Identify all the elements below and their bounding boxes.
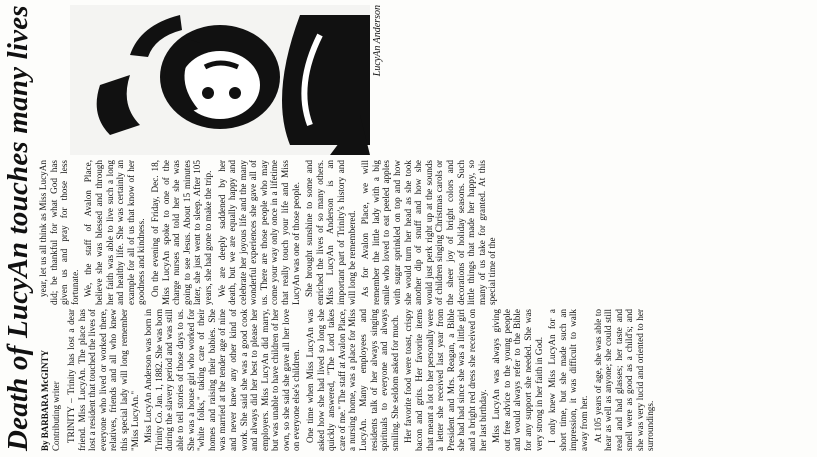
paragraph: As for Avalon Place, we will remember the little lady with a big smile who loved to eat peeled apples with sugar sprinkled on top and how she would turn her head as she took another dip of snuff and how she would just perk right up at the sounds of children singing Christmas carols or the sheer joy of bright colors and decorations of holiday seasons. Such little things that made her happy, so many of us take for granted. At this special time of the [360, 160, 498, 305]
paragraph: She brought sunshine to some and enriched the lives of so many others. Miss LucyAn Anderson is an important part of Trinity's history and will long be remembered. [304, 160, 357, 305]
paragraph: One time when Miss LucyAn was asked how she had lived so long she quickly answered, "The Lord takes care of me." The staff at Avalon Place, a nursing home, was a place for Miss LucyAn. Many employees and residents talk of her always singing spirituals to everyone and always smiling. She seldom asked for much. [305, 309, 400, 451]
byline-role: Contributing writer [51, 381, 61, 451]
paragraph: Miss LucyAn was always giving out free advice to the young people and would always refer to the Bible for any support she needed. She was very strong in her faith in God. [491, 309, 544, 451]
photo-caption: LucyAn Anderson [372, 5, 383, 77]
paragraph: Her favorite food were toast, crispy bacon and grits. Her favorite items that meant a lot to her personally were a letter she received last year from President and Mrs. Reagan, a Bible she had had since she was a little girl and a bright red dress she received on her last birthday. [403, 309, 488, 451]
paragraph: At 105 years of age, she was able to hear as well as anyone; she could still read and had glasses; her taste and smell were as good as a child's; and she was very lucid and oriented to her surroundings. [592, 309, 656, 451]
portrait-photo [70, 5, 370, 155]
article-column-2 [38, 160, 498, 305]
paragraph: We, the staff of Avalon Place, believe she was blessed and through her faith was able to live such a long and healthy life. She was certainly an example for all of us that know of her goodness and kindness. [83, 160, 147, 305]
paragraph: On the evening of Friday, Dec. 18, Miss LucyAn spoke to one of the charge nurses and told her she was going to see Jesus. About 15 minutes later, she just went to sleep. After 105 years, she had gone to make the trip. [149, 160, 213, 305]
paragraph: We are deeply saddened by her death, but we are equally happy and celebrate her joyous life and the many wonderful experiences she gave all of us. There are those people who may come your way only once in a lifetime that really touch your life and Miss LucyAn was one of those people. [216, 160, 301, 305]
byline [40, 311, 62, 451]
portrait-image [70, 5, 370, 155]
paragraph: Miss LucyAn Anderson was born in Trinity Co. Jan. 1, 1882. She was born during the slavery period and was still able to tell stories of those days to us. She was a house girl who worked for "white folks," taking care of their homes and raising their babies. She was married at the tender age of nine and never knew any other kind of work. She said she was a good cook and always did her best to please her employers. Miss LucyAn did marry, but was unable to have children of her own, so she said she gave all her love on everyone else's children. [143, 309, 302, 451]
paragraph: TRINITY – Trinity has lost a dear friend. Miss LucyAn. The place has lost a resident that touched the lives of everyone who lived or worked there, relatives, friends and all who knew this special lady will long remember "Miss LucyAn." [66, 309, 140, 451]
paragraph: I only knew Miss LucyAn for a short time, but she made such an impression, it was difficult to walk away from her. [547, 309, 589, 451]
paragraph: year, let us all think as Miss LucyAn did; be thankful for what God has given us and pray for those less fortunate. [38, 160, 80, 305]
article-column-1 [66, 309, 656, 451]
byline-name: By BARBARA McGINTY [40, 349, 50, 451]
headline: Death of LucyAn touches many lives [2, 5, 34, 451]
